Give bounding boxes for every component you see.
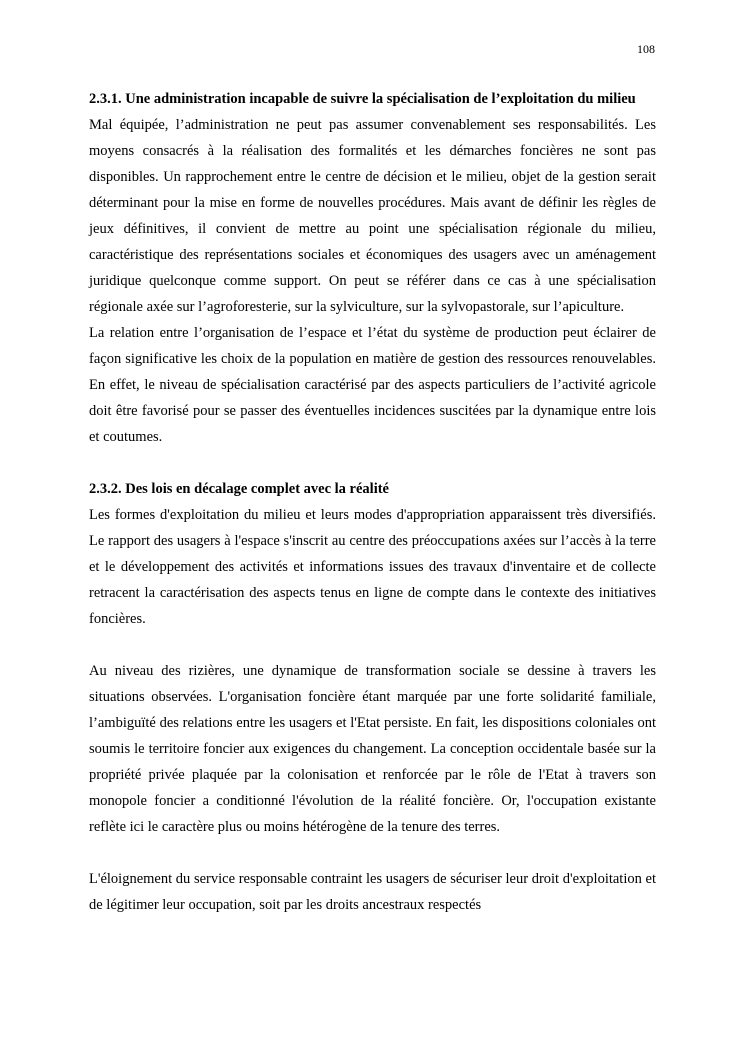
spacer [89,450,656,476]
spacer [89,840,656,866]
paragraph: Au niveau des rizières, une dynamique de transformation sociale se dessine à travers les situations observées. L'organisation foncière étant marquée par une forte solidarité familiale, l’ambiguïté des relations entre les usagers et l'Etat persiste. En fait, les dispositions coloniales ont soumis le territoire foncier aux exigences du changement. La conception occidentale basée sur la propriété privée plaquée par la colonisation et renforcée par le rôle de l'Etat à travers son monopole foncier a conditionné l'évolution de la réalité foncière. Or, l'occupation existante reflète ici le caractère plus ou moins hétérogène de la tenure des terres. [89,663,656,835]
paragraph: Les formes d'exploitation du milieu et leurs modes d'appropriation apparaissent très diversifiés. Le rapport des usagers à l'espace s'inscrit au centre des préoccupations axées sur l’accès à la terre et le développement des activités et informations issues des travaux d'inventaire et de collecte retracent la caractérisation des aspects tenus en ligne de compte dans le contexte des initiatives foncières. [89,507,656,627]
document-body [89,86,656,918]
section-heading-2-3-2: 2.3.2. Des lois en décalage complet avec la réalité [89,481,389,497]
section-heading-2-3-1: 2.3.1. Une administration incapable de suivre la spécialisation de l’exploitation du milieu [89,91,636,107]
paragraph: Mal équipée, l’administration ne peut pas assumer convenablement ses responsabilités. Les moyens consacrés à la réalisation des formalités et les démarches foncières ne sont pas disponibles. Un rapprochement entre le centre de décision et le milieu, objet de la gestion serait déterminant pour la mise en forme de nouvelles procédures. Mais avant de définir les règles de jeux définitives, il convient de mettre au point une spécialisation régionale du milieu, caractéristique des représentations sociales et économiques des usagers avec un aménagement juridique quelconque comme support. On peut se référer dans ce cas à une spécialisation régionale axée sur l’agroforesterie, sur la sylviculture, sur la sylvopastorale, sur l’apiculture. [89,117,656,315]
paragraph: La relation entre l’organisation de l’espace et l’état du système de production peut éclairer de façon significative les choix de la population en matière de gestion des ressources renouvelables. En effet, le niveau de spécialisation caractérisé par des aspects particuliers de l’activité agricole doit être favorisé pour se passer des éventuelles incidences suscitées par la dynamique entre lois et coutumes. [89,325,656,445]
spacer [89,632,656,658]
page-number: 108 [637,42,655,56]
paragraph: L'éloignement du service responsable contraint les usagers de sécuriser leur droit d'exploitation et de légitimer leur occupation, soit par les droits ancestraux respectés [89,871,656,913]
